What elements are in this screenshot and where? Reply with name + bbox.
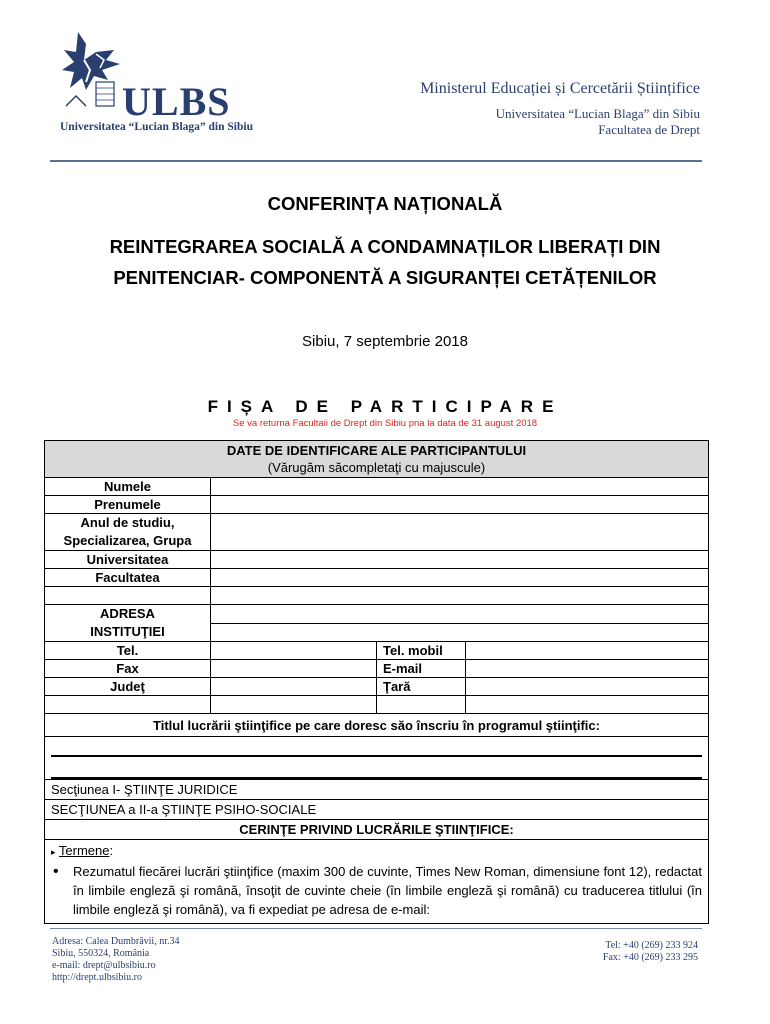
study-year-label — [45, 514, 211, 551]
tara-field[interactable] — [466, 678, 709, 696]
paper-title-line-2 — [51, 757, 702, 779]
participation-form — [44, 440, 709, 924]
blank-row-cell-1 — [45, 696, 211, 714]
footer-contact-right — [603, 940, 698, 964]
logo-subtitle: Universitatea “Lucian Blaga” din Sibiu — [60, 121, 253, 133]
numele-label: Numele — [45, 478, 211, 496]
conference-theme-line1: REINTEGRAREA SOCIALĂ A CONDAMNAȚILOR LIBERAȚI DIN — [109, 236, 661, 257]
blank-row-cell-4[interactable] — [466, 696, 709, 714]
footer-city: Sibiu, 550324, România — [52, 948, 150, 959]
university-name: Universitatea “Lucian Blaga” din Sibiu — [495, 106, 700, 121]
footer-address: Adresa: Calea Dumbrăvii, nr.34 — [52, 936, 180, 947]
identification-section-header — [45, 441, 709, 478]
address-label-line1: ADRESA — [100, 606, 155, 621]
address-label — [45, 605, 211, 642]
return-deadline-note: Se va returna Facultaii de Drept din Sibiu pna la data de 31 august 2018 — [232, 418, 538, 429]
facultatea-label: Facultatea — [45, 569, 211, 587]
universitatea-field[interactable] — [211, 551, 709, 569]
universitatea-label: Universitatea — [45, 551, 211, 569]
header-divider — [50, 160, 702, 162]
facultatea-field[interactable] — [211, 569, 709, 587]
study-year-label-line1: Anul de studiu, — [80, 515, 175, 530]
ministry-name: Ministerul Educației și Cercetării Științifice — [420, 80, 700, 97]
fax-label: Fax — [45, 660, 211, 678]
blank-row-cell-2[interactable] — [211, 696, 377, 714]
blank-row-cell-3 — [377, 696, 466, 714]
email-field[interactable] — [466, 660, 709, 678]
prenumele-field[interactable] — [211, 496, 709, 514]
fax-field[interactable] — [211, 660, 377, 678]
requirements-body — [45, 840, 709, 924]
eagle-icon — [56, 30, 126, 110]
blank-field[interactable] — [211, 587, 709, 605]
section-psycho-social-sciences[interactable]: SECŢIUNEA a II-a ŞTIINŢE PSIHO-SOCIALE — [45, 800, 709, 820]
footer-website-link[interactable]: http://drept.ulbsibiu.ro — [52, 972, 142, 983]
tel-mobil-field[interactable] — [466, 642, 709, 660]
numele-field[interactable] — [211, 478, 709, 496]
paper-title-prompt: Titlul lucrării ştiinţifice pe care doresc săo înscriu în programul ştiinţific: — [45, 714, 709, 737]
termene-label: Termene — [58, 843, 110, 858]
identification-section-note: (Vărugăm săcompletaţi cu majuscule) — [267, 460, 486, 475]
footer-contact-left — [52, 936, 179, 984]
conference-theme-line2: PENITENCIAR- COMPONENTĂ A SIGURANȚEI CETĂȚENILOR — [113, 267, 657, 288]
conference-title: CONFERINȚA NAȚIONALĂ — [267, 193, 503, 214]
footer-tel: Tel: +40 (269) 233 924 — [605, 940, 698, 951]
tel-field[interactable] — [211, 642, 377, 660]
conference-date: Sibiu, 7 septembrie 2018 — [302, 333, 468, 350]
paper-title-line-1 — [51, 737, 702, 757]
triangle-marker-icon: ▸ — [51, 847, 56, 857]
tel-mobil-label: Tel. mobil — [377, 642, 466, 660]
address-field-2[interactable] — [211, 623, 709, 642]
footer-email-link[interactable]: e-mail: drept@ulbsibiu.ro — [52, 960, 156, 971]
requirements-header: CERINŢE PRIVIND LUCRĂRILE ŞTIINŢIFICE: — [45, 820, 709, 840]
section-legal-sciences[interactable]: Secţiunea I- ŞTIINŢE JURIDICE — [45, 780, 709, 800]
blank-label-cell — [45, 587, 211, 605]
email-label: E-mail — [377, 660, 466, 678]
judet-label: Judeţ — [45, 678, 211, 696]
form-title: FIȘA DE PARTICIPARE — [207, 397, 563, 416]
study-year-label-line2: Specializarea, Grupa — [63, 533, 192, 548]
tara-label: Ţară — [377, 678, 466, 696]
footer-divider — [50, 928, 702, 929]
requirements-list — [51, 862, 702, 919]
judet-field[interactable] — [211, 678, 377, 696]
tel-label: Tel. — [45, 642, 211, 660]
termene-colon: : — [109, 843, 114, 858]
prenumele-label: Prenumele — [45, 496, 211, 514]
requirement-item: • Rezumatul fiecărei lucrări ştiinţifice (maxim 300 de cuvinte, Times New Roman, dimensiune font 12), redactat în limbile engleză şi română, însoţit de cuvinte cheie (în limbile engleză şi română) cu traducerea titlului (în limbile engleză şi română), va fi expediat pe adresa de e-mail: — [73, 862, 702, 919]
footer-fax: Fax: +40 (269) 233 295 — [602, 952, 698, 963]
study-year-field[interactable] — [211, 514, 709, 551]
address-label-line2: INSTITUŢIEI — [90, 624, 165, 639]
identification-section-title: DATE DE IDENTIFICARE ALE PARTICIPANTULUI — [226, 443, 527, 458]
address-field-1[interactable] — [211, 605, 709, 624]
faculty-name: Facultatea de Drept — [598, 122, 700, 137]
paper-title-field[interactable] — [45, 737, 709, 780]
logo-wordmark: ULBS — [122, 79, 231, 124]
termene-row — [51, 841, 702, 862]
